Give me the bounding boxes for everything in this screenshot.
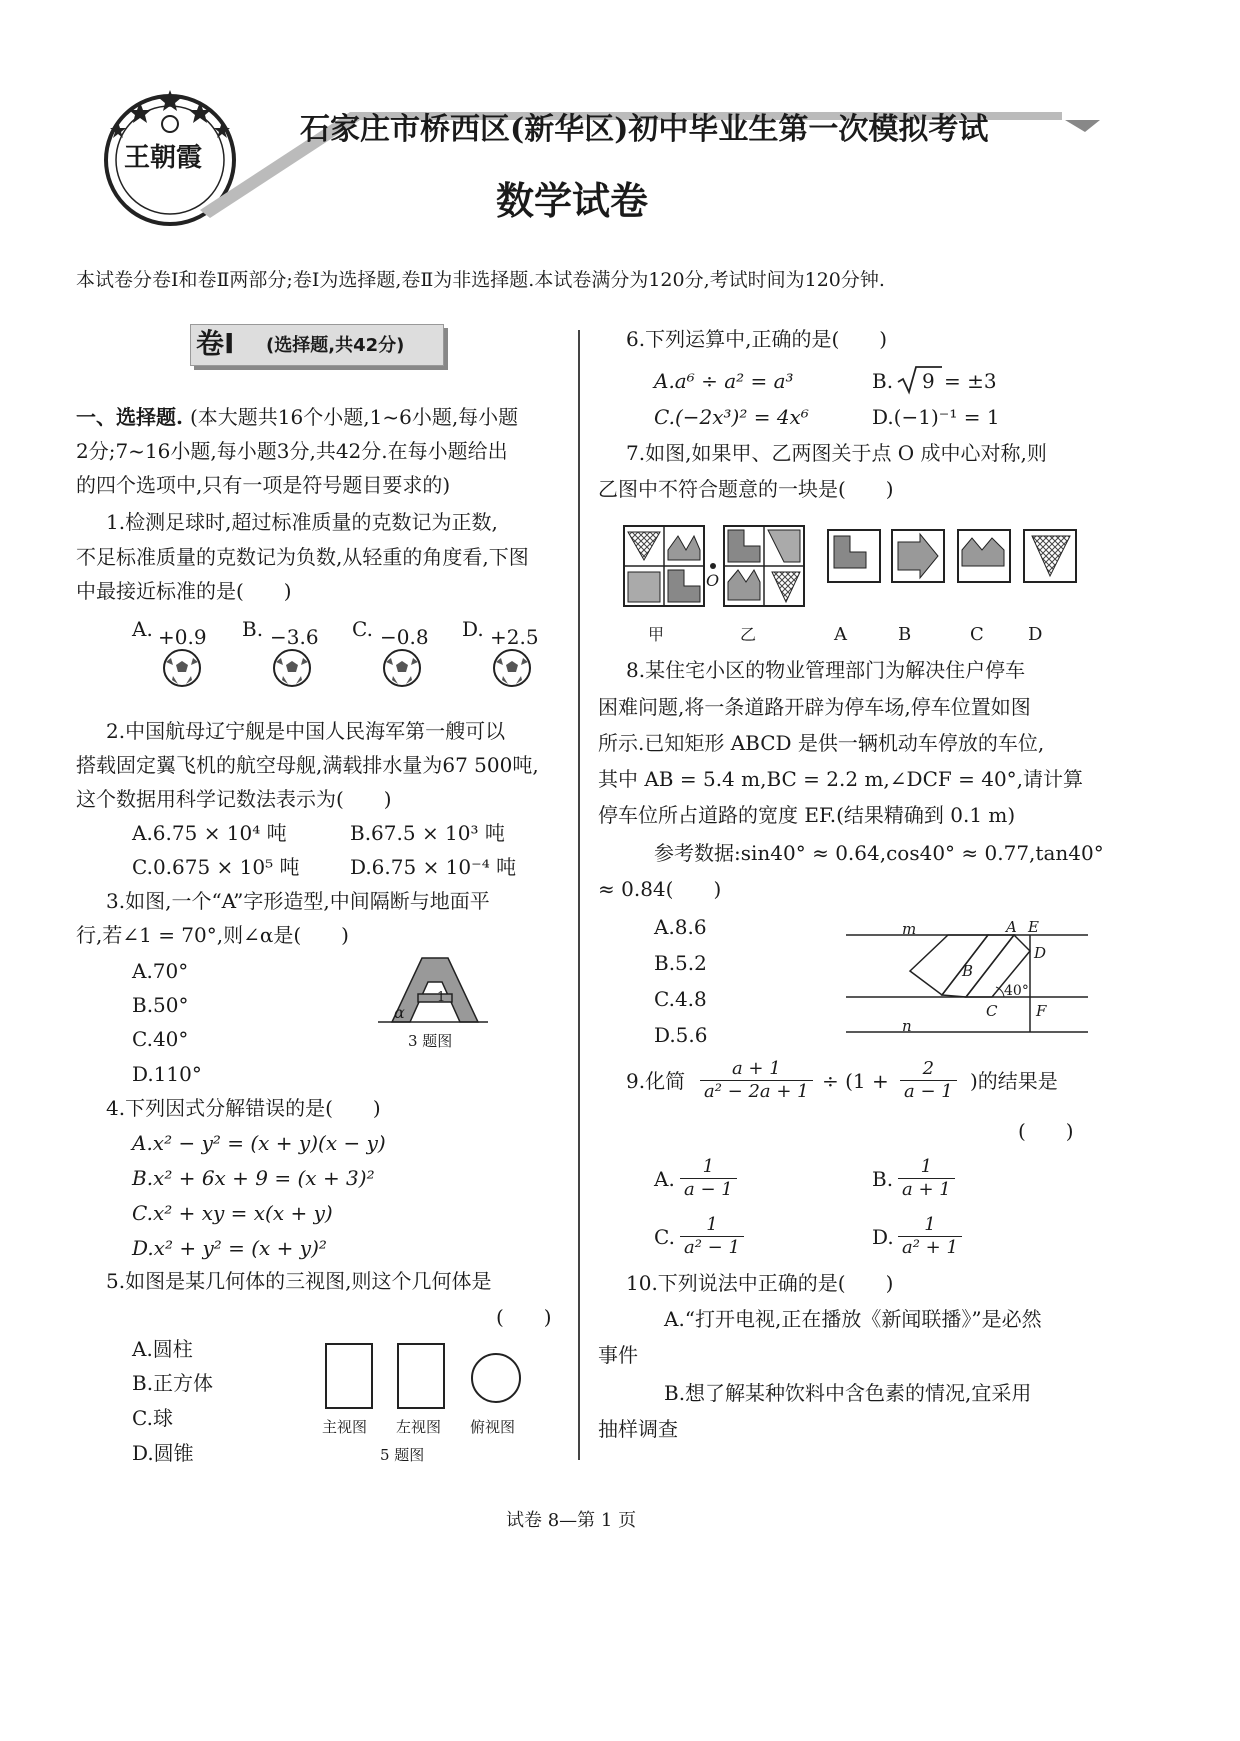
q5-option: D.圆锥 [132, 1441, 194, 1465]
q9-option-fraction [898, 1156, 955, 1201]
fig-label: 40° [1004, 983, 1029, 999]
q5-option: B.正方体 [132, 1371, 214, 1395]
q4-option: D.x² + y² = (x + y)² [132, 1236, 327, 1260]
q3-option: D.110° [132, 1062, 202, 1086]
q9-option-fraction [680, 1214, 744, 1259]
q5-option: A.圆柱 [132, 1337, 193, 1361]
fraction-denominator: a − 1 [680, 1178, 737, 1201]
q7-point-o: O [706, 571, 720, 590]
q8-reference: 参考数据:sin40° ≈ 0.64,cos40° ≈ 0.77,tan40° [654, 841, 1104, 865]
exam-intro: 本试卷分卷Ⅰ和卷Ⅱ两部分;卷Ⅰ为选择题,卷Ⅱ为非选择题.本试卷满分为120分,考试时间为120分钟. [76, 269, 885, 291]
q9-option-letter: A. [654, 1167, 675, 1191]
sqrt-symbol-icon [896, 364, 942, 394]
q1-option-letter: B. [242, 617, 264, 641]
q7-label: 乙 [740, 625, 757, 644]
q8-reference: ≈ 0.84( ) [598, 877, 722, 901]
fraction-denominator: a² − 2a + 1 [700, 1080, 813, 1103]
q6-radicand: 9 [922, 369, 935, 393]
q1-option-value: +2.5 [490, 625, 539, 649]
subject-title: 数学试卷 [496, 179, 649, 223]
q2-option: B.67.5 × 10³ 吨 [350, 821, 505, 845]
q3-option: A.70° [132, 959, 189, 983]
q8-option: C.4.8 [654, 987, 707, 1011]
q3-fig-caption: 3 题图 [408, 1032, 453, 1050]
q1-option-letter: D. [462, 617, 484, 641]
q7-label: A [834, 624, 847, 645]
fig-label: E [1028, 918, 1039, 936]
q6-option: = ±3 [944, 369, 997, 393]
soccer-ball-icon [490, 648, 534, 688]
q1-stem: 中最接近标准的是( ) [76, 579, 292, 603]
q8-stem: 其中 AB = 5.4 m,BC = 2.2 m,∠DCF = 40°,请计算 [598, 767, 1084, 791]
fig-label: D [1034, 944, 1047, 962]
q6-option: D.(−1)⁻¹ = 1 [872, 405, 1000, 429]
q2-stem: 搭载固定翼飞机的航空母舰,满载排水量为67 500吨, [76, 753, 539, 777]
tile-figure [620, 520, 1090, 610]
q5-answer-paren: ( ) [496, 1305, 552, 1329]
q9-option-letter: B. [872, 1167, 894, 1191]
fig-label: n [902, 1017, 912, 1035]
part-desc: 2分;7~16小题,每小题3分,共42分.在每小题给出 [76, 439, 508, 463]
page-footer: 试卷 8—第 1 页 [506, 1510, 637, 1531]
logo-text: 王朝霞 [124, 143, 203, 173]
q6-option-letter: B. [872, 369, 894, 393]
q7-label: 甲 [648, 625, 665, 644]
fraction-numerator: 2 [922, 1058, 935, 1079]
fraction-denominator: a² + 1 [898, 1236, 962, 1259]
q1-option-value: −0.8 [380, 625, 429, 649]
part-desc: (本大题共16个小题,1~6小题,每小题 [190, 405, 519, 429]
q1-option-value: +0.9 [158, 625, 207, 649]
q8-stem: 8.某住宅小区的物业管理部门为解决住户停车 [626, 658, 1026, 682]
q8-option: B.5.2 [654, 951, 707, 975]
q3-stem: 3.如图,一个“A”字形造型,中间隔断与地面平 [106, 889, 490, 913]
fig-label: C [986, 1002, 998, 1020]
soccer-ball-icon [270, 648, 314, 688]
q7-stem: 7.如图,如果甲、乙两图关于点 O 成中心对称,则 [626, 441, 1047, 465]
q5-option: C.球 [132, 1406, 173, 1430]
q10-stem: 10.下列说法中正确的是( ) [626, 1271, 894, 1295]
q3-option: C.40° [132, 1027, 189, 1051]
q4-option: C.x² + xy = x(x + y) [132, 1201, 333, 1225]
q9-option-letter: C. [654, 1225, 675, 1249]
q8-stem: 停车位所占道路的宽度 EF.(结果精确到 0.1 m) [598, 803, 1016, 827]
fraction-numerator: 1 [924, 1214, 936, 1235]
soccer-ball-icon [160, 648, 204, 688]
q9-option-letter: D. [872, 1225, 894, 1249]
q9-fraction [700, 1058, 813, 1103]
exam-title: 石家庄市桥西区(新华区)初中毕业生第一次模拟考试 [300, 112, 989, 147]
q8-option: A.8.6 [654, 915, 707, 939]
q9-stem: 9.化简 [626, 1069, 686, 1093]
fraction-numerator: 1 [702, 1156, 715, 1177]
q2-stem: 2.中国航母辽宁舰是中国人民海军第一艘可以 [106, 719, 506, 743]
fig-label: A [1006, 918, 1017, 936]
q5-stem: 5.如图是某几何体的三视图,则这个几何体是 [106, 1269, 492, 1293]
section-subtitle: (选择题,共42分) [266, 335, 405, 356]
q2-option: C.0.675 × 10⁵ 吨 [132, 855, 300, 879]
q9-option-fraction [680, 1156, 737, 1201]
view-label: 主视图 [322, 1418, 368, 1436]
fig-label: F [1036, 1002, 1047, 1020]
q9-fraction [900, 1058, 957, 1103]
q1-option-value: −3.6 [270, 625, 319, 649]
q4-option: B.x² + 6x + 9 = (x + 3)² [132, 1166, 375, 1190]
q5-fig-caption: 5 题图 [380, 1446, 425, 1464]
view-label: 左视图 [396, 1418, 442, 1436]
view-label: 俯视图 [470, 1418, 516, 1436]
q7-label: B [898, 624, 912, 645]
q8-stem: 困难问题,将一条道路开辟为停车场,停车位置如图 [598, 695, 1031, 719]
q4-option: A.x² − y² = (x + y)(x − y) [132, 1131, 386, 1155]
q10-option: A.“打开电视,正在播放《新闻联播》”是必然 [664, 1307, 1042, 1331]
q3-option: B.50° [132, 993, 189, 1017]
fraction-numerator: 1 [706, 1214, 718, 1235]
fig-angle-alpha: α [394, 1003, 405, 1022]
q7-label: C [970, 624, 984, 645]
fig-label: m [902, 920, 917, 938]
q9-stem: )的结果是 [970, 1069, 1058, 1093]
fig-angle-one: 1 [437, 990, 446, 1005]
fraction-numerator: a + 1 [731, 1058, 781, 1079]
q1-option-letter: A. [132, 617, 153, 641]
q8-stem: 所示.已知矩形 ABCD 是供一辆机动车停放的车位, [598, 731, 1045, 755]
q1-option-letter: C. [352, 617, 373, 641]
fraction-denominator: a² − 1 [680, 1236, 744, 1259]
q4-stem: 4.下列因式分解错误的是( ) [106, 1096, 381, 1120]
fraction-numerator: 1 [920, 1156, 933, 1177]
q10-option: 抽样调查 [598, 1417, 678, 1441]
q9-option-fraction [898, 1214, 962, 1259]
q10-option: B.想了解某种饮料中含色素的情况,宜采用 [664, 1381, 1032, 1405]
fraction-denominator: a + 1 [898, 1178, 955, 1201]
three-views-figure [322, 1340, 532, 1420]
q2-stem: 这个数据用科学记数法表示为( ) [76, 787, 392, 811]
q9-stem: ÷ (1 + [822, 1069, 889, 1093]
q6-option: A.a⁶ ÷ a² = a³ [654, 369, 794, 393]
q2-option: D.6.75 × 10⁻⁴ 吨 [350, 855, 517, 879]
q1-stem: 1.检测足球时,超过标准质量的克数记为正数, [106, 510, 498, 534]
q9-answer-paren: ( ) [1018, 1119, 1074, 1143]
fig-label: B [962, 962, 974, 980]
q10-option: 事件 [598, 1343, 638, 1367]
header [0, 0, 1240, 291]
part-desc: 的四个选项中,只有一项是符号题目要求的) [76, 473, 451, 497]
column-divider [578, 330, 580, 1460]
q6-stem: 6.下列运算中,正确的是( ) [626, 327, 888, 351]
q3-stem: 行,若∠1 = 70°,则∠α是( ) [76, 923, 349, 947]
q2-option: A.6.75 × 10⁴ 吨 [132, 821, 287, 845]
q8-option: D.5.6 [654, 1023, 708, 1047]
fraction-denominator: a − 1 [900, 1080, 957, 1103]
section-title: 卷Ⅰ [196, 327, 235, 360]
q6-option: C.(−2x³)² = 4x⁶ [654, 405, 809, 429]
part-label: 一、选择题. [76, 405, 183, 429]
q1-stem: 不足标准质量的克数记为负数,从轻重的角度看,下图 [76, 545, 529, 569]
q7-stem: 乙图中不符合题意的一块是( ) [598, 477, 894, 501]
q7-label: D [1028, 624, 1043, 645]
soccer-ball-icon [380, 648, 424, 688]
